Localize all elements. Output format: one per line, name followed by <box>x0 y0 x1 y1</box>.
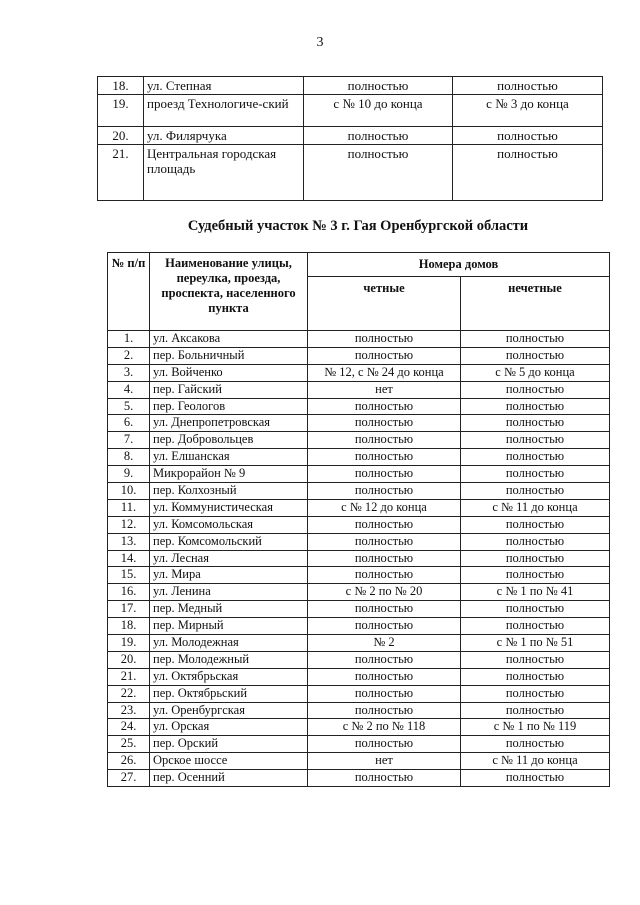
table-row <box>108 364 610 381</box>
odd-numbers-cell: полностью <box>461 331 610 348</box>
odd-numbers-cell: полностью <box>461 668 610 685</box>
row-number-cell: 8. <box>108 449 150 466</box>
odd-numbers-cell: с № 5 до конца <box>461 364 610 381</box>
table-row <box>108 550 610 567</box>
table-row <box>108 398 610 415</box>
street-name-cell: ул. Днепропетровская <box>150 415 308 432</box>
even-numbers-cell: полностью <box>308 483 461 500</box>
street-name-cell: Орское шоссе <box>150 753 308 770</box>
even-numbers-cell: с № 12 до конца <box>308 499 461 516</box>
even-numbers-cell: полностью <box>308 601 461 618</box>
row-number-cell: 18. <box>108 618 150 635</box>
street-name-cell: пер. Комсомольский <box>150 533 308 550</box>
even-numbers-cell: нет <box>308 381 461 398</box>
even-numbers-cell: полностью <box>308 770 461 787</box>
odd-numbers-cell: полностью <box>461 483 610 500</box>
table-row <box>108 635 610 652</box>
row-number-cell: 15. <box>108 567 150 584</box>
row-number-cell: 2. <box>108 347 150 364</box>
row-number-cell: 19. <box>98 95 144 127</box>
table-row <box>108 331 610 348</box>
street-name-cell: ул. Оренбургская <box>150 702 308 719</box>
row-number-cell: 4. <box>108 381 150 398</box>
row-number-cell: 18. <box>98 77 144 95</box>
table-row <box>108 499 610 516</box>
street-name-cell: пер. Орский <box>150 736 308 753</box>
table-row <box>108 584 610 601</box>
table-row <box>108 516 610 533</box>
odd-numbers-cell: полностью <box>461 567 610 584</box>
odd-numbers-cell: полностью <box>461 466 610 483</box>
street-name-cell: пер. Больничный <box>150 347 308 364</box>
row-number-cell: 17. <box>108 601 150 618</box>
table-row <box>108 719 610 736</box>
row-number-cell: 21. <box>108 668 150 685</box>
even-numbers-cell: полностью <box>308 398 461 415</box>
odd-numbers-cell: полностью <box>461 398 610 415</box>
odd-numbers-cell: полностью <box>461 449 610 466</box>
header-num: № п/п <box>108 253 150 331</box>
odd-numbers-cell: с № 11 до конца <box>461 753 610 770</box>
street-name-cell: ул. Ленина <box>150 584 308 601</box>
odd-numbers-cell: полностью <box>461 347 610 364</box>
even-numbers-cell: полностью <box>308 331 461 348</box>
row-number-cell: 3. <box>108 364 150 381</box>
row-number-cell: 16. <box>108 584 150 601</box>
page-number: 3 <box>316 35 324 50</box>
table-row <box>108 483 610 500</box>
even-numbers-cell: полностью <box>304 127 453 145</box>
street-name-cell: пер. Мирный <box>150 618 308 635</box>
odd-numbers-cell: полностью <box>453 127 603 145</box>
section-title: Судебный участок № 3 г. Гая Оренбургской области <box>187 218 529 234</box>
even-numbers-cell: с № 2 по № 118 <box>308 719 461 736</box>
even-numbers-cell: № 2 <box>308 635 461 652</box>
even-numbers-cell: полностью <box>308 449 461 466</box>
street-name-cell: пер. Молодежный <box>150 651 308 668</box>
table-row <box>108 466 610 483</box>
odd-numbers-cell: полностью <box>461 550 610 567</box>
odd-numbers-cell: полностью <box>461 770 610 787</box>
row-number-cell: 24. <box>108 719 150 736</box>
table-row <box>108 567 610 584</box>
table-row <box>98 127 603 145</box>
street-name-cell: Микрорайон № 9 <box>150 466 308 483</box>
street-name-cell: ул. Орская <box>150 719 308 736</box>
even-numbers-cell: полностью <box>308 533 461 550</box>
row-number-cell: 21. <box>98 145 144 201</box>
row-number-cell: 27. <box>108 770 150 787</box>
even-numbers-cell: полностью <box>308 432 461 449</box>
row-number-cell: 12. <box>108 516 150 533</box>
table-row <box>108 770 610 787</box>
odd-numbers-cell: полностью <box>461 533 610 550</box>
streets-table-body <box>108 331 610 787</box>
odd-numbers-cell: полностью <box>461 381 610 398</box>
table-row <box>108 432 610 449</box>
street-name-cell: пер. Осенний <box>150 770 308 787</box>
even-numbers-cell: полностью <box>308 347 461 364</box>
street-name-cell: ул. Молодежная <box>150 635 308 652</box>
even-numbers-cell: полностью <box>308 736 461 753</box>
row-number-cell: 9. <box>108 466 150 483</box>
row-number-cell: 22. <box>108 685 150 702</box>
even-numbers-cell: полностью <box>308 415 461 432</box>
even-numbers-cell: полностью <box>308 668 461 685</box>
table-row <box>108 381 610 398</box>
street-name-cell: ул. Степная <box>144 77 304 95</box>
continuation-table <box>97 76 603 201</box>
even-numbers-cell: № 12, с № 24 до конца <box>308 364 461 381</box>
street-name-cell: ул. Елшанская <box>150 449 308 466</box>
odd-numbers-cell: с № 3 до конца <box>453 95 603 127</box>
table-row <box>108 685 610 702</box>
row-number-cell: 13. <box>108 533 150 550</box>
header-odd: нечетные <box>461 277 610 331</box>
streets-table-header <box>108 253 610 331</box>
row-number-cell: 20. <box>98 127 144 145</box>
odd-numbers-cell: полностью <box>461 601 610 618</box>
row-number-cell: 1. <box>108 331 150 348</box>
street-name-cell: ул. Коммунистическая <box>150 499 308 516</box>
odd-numbers-cell: с № 1 по № 119 <box>461 719 610 736</box>
row-number-cell: 5. <box>108 398 150 415</box>
even-numbers-cell: полностью <box>308 567 461 584</box>
header-even: четные <box>308 277 461 331</box>
table-row <box>108 415 610 432</box>
table-row <box>108 347 610 364</box>
odd-numbers-cell: с № 1 по № 41 <box>461 584 610 601</box>
table-row <box>108 736 610 753</box>
continuation-table-body <box>98 77 603 201</box>
street-name-cell: ул. Мира <box>150 567 308 584</box>
even-numbers-cell: полностью <box>304 145 453 201</box>
street-name-cell: ул. Комсомольская <box>150 516 308 533</box>
even-numbers-cell: полностью <box>308 685 461 702</box>
table-row <box>98 95 603 127</box>
row-number-cell: 11. <box>108 499 150 516</box>
street-name-cell: ул. Войченко <box>150 364 308 381</box>
header-house-numbers: Номера домов <box>308 253 610 277</box>
row-number-cell: 23. <box>108 702 150 719</box>
street-name-cell: проезд Технологиче-ский <box>144 95 304 127</box>
table-row <box>108 618 610 635</box>
even-numbers-cell: с № 10 до конца <box>304 95 453 127</box>
street-name-cell: пер. Добровольцев <box>150 432 308 449</box>
table-row <box>108 702 610 719</box>
row-number-cell: 19. <box>108 635 150 652</box>
odd-numbers-cell: с № 11 до конца <box>461 499 610 516</box>
row-number-cell: 20. <box>108 651 150 668</box>
street-name-cell: пер. Медный <box>150 601 308 618</box>
odd-numbers-cell: с № 1 по № 51 <box>461 635 610 652</box>
odd-numbers-cell: полностью <box>461 651 610 668</box>
row-number-cell: 26. <box>108 753 150 770</box>
street-name-cell: пер. Колхозный <box>150 483 308 500</box>
row-number-cell: 10. <box>108 483 150 500</box>
table-row <box>108 651 610 668</box>
street-name-cell: ул. Лесная <box>150 550 308 567</box>
even-numbers-cell: полностью <box>308 516 461 533</box>
street-name-cell: ул. Октябрьская <box>150 668 308 685</box>
table-row <box>108 753 610 770</box>
row-number-cell: 25. <box>108 736 150 753</box>
street-name-cell: ул. Филярчука <box>144 127 304 145</box>
street-name-cell: пер. Геологов <box>150 398 308 415</box>
header-name: Наименование улицы, переулка, проезда, проспекта, населенного пункта <box>150 253 308 331</box>
even-numbers-cell: полностью <box>308 466 461 483</box>
odd-numbers-cell: полностью <box>453 145 603 201</box>
table-row <box>108 601 610 618</box>
street-name-cell: Центральная городская площадь <box>144 145 304 201</box>
odd-numbers-cell: полностью <box>461 618 610 635</box>
even-numbers-cell: нет <box>308 753 461 770</box>
odd-numbers-cell: полностью <box>461 702 610 719</box>
table-row <box>108 533 610 550</box>
table-row <box>108 668 610 685</box>
table-row <box>98 77 603 95</box>
odd-numbers-cell: полностью <box>461 685 610 702</box>
even-numbers-cell: полностью <box>308 618 461 635</box>
streets-table <box>107 252 610 787</box>
row-number-cell: 7. <box>108 432 150 449</box>
even-numbers-cell: полностью <box>308 550 461 567</box>
row-number-cell: 6. <box>108 415 150 432</box>
odd-numbers-cell: полностью <box>461 736 610 753</box>
odd-numbers-cell: полностью <box>461 516 610 533</box>
even-numbers-cell: полностью <box>304 77 453 95</box>
odd-numbers-cell: полностью <box>461 415 610 432</box>
even-numbers-cell: с № 2 по № 20 <box>308 584 461 601</box>
even-numbers-cell: полностью <box>308 651 461 668</box>
street-name-cell: пер. Гайский <box>150 381 308 398</box>
street-name-cell: ул. Аксакова <box>150 331 308 348</box>
odd-numbers-cell: полностью <box>461 432 610 449</box>
even-numbers-cell: полностью <box>308 702 461 719</box>
row-number-cell: 14. <box>108 550 150 567</box>
table-row <box>108 449 610 466</box>
table-row <box>98 145 603 201</box>
odd-numbers-cell: полностью <box>453 77 603 95</box>
street-name-cell: пер. Октябрьский <box>150 685 308 702</box>
